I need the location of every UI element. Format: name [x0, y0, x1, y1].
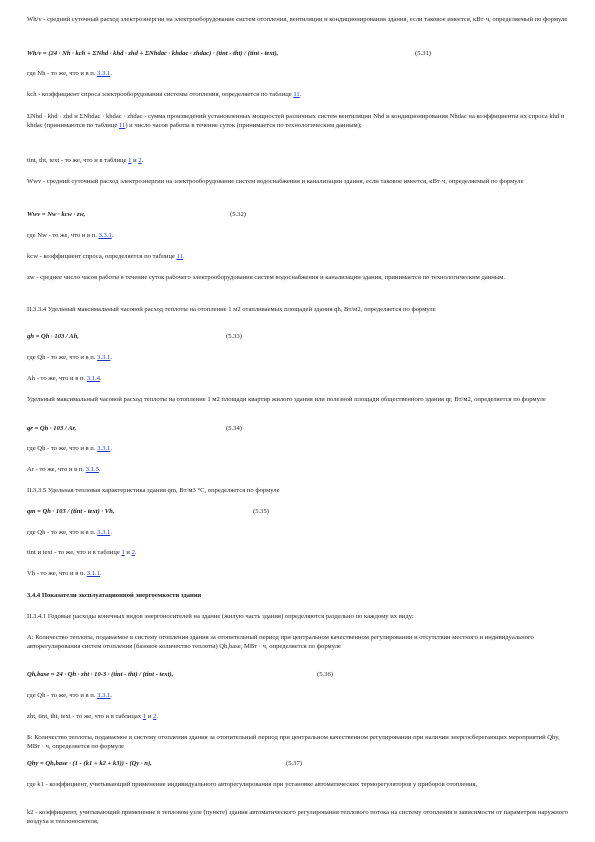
text: Wh/v - средний суточный расход электроэнергии на электрооборудование систем отопления, вентиляции и кондиционирования здания, если таковое имеется, кВт·ч, определяемый по формуле [27, 16, 568, 23]
link-3-3-1[interactable]: 3.3.1 [97, 445, 111, 452]
paragraph-where-qh-3: где Qh - то же, что и в п. 3.3.1. [27, 529, 112, 536]
formula-5-31: Wh/v = (24 · Nh · kch + ΣNhd · khd · zhd + ΣNhdac · khdac · zhdac) · (tint - tht) / (tint - text), [27, 50, 279, 57]
text: tint и text - то же, что и в таблице [27, 549, 120, 556]
link-3-3-1[interactable]: 3.3.1 [98, 232, 112, 239]
text: Удельный максимальный часовой расход теплоты на отопление 1 м2 площади квартир жилого здания или полезной площади общественного здания qr, Вт/м2, определяется по формуле [27, 396, 546, 403]
text: II.3.4.1 Годовые расходы конечных видов энергоносителей на здание (жилую часть здания) определяются раздельно по каждому их виду: [27, 613, 414, 620]
text: и [133, 157, 137, 164]
paragraph-where-nw: где Nw - то же, что и в п. 3.3.1. [27, 232, 114, 239]
paragraph-sum-products [27, 112, 572, 130]
formula-number-5-31: (5.31) [415, 50, 431, 57]
paragraph-zht: zht, tint, tht, text - то же, что и в таблицах 1 и 2. [27, 713, 158, 720]
paragraph-where-qh-4: где Qh - то же, что и в п. 3.3.1. [27, 692, 112, 699]
link-table-1[interactable]: 1 [142, 713, 147, 720]
paragraph-zw [27, 273, 572, 282]
text: Ah - то же, что и в п. [27, 375, 86, 382]
link-3-3-1[interactable]: 3.3.1 [97, 692, 111, 699]
text: zht, tint, tht, text - то же, что и в таблицах [27, 713, 142, 720]
text: А: Количество теплоты, подаваемое в систему отопления здания за отопительный период при центральном качественном регулировании и отсутствии местного и индивидуального авторегулирования систем отопления (базовое количество теплоты) Qh,base, МВт · ч, определяется по формуле [27, 634, 534, 651]
text: II.3.3.5 Удельная тепловая характеристика здания qm, Вт/м3 °С, определяется по формуле [27, 487, 280, 494]
text: где Qh - то же, что и в п. [27, 529, 96, 536]
paragraph-k1 [27, 780, 572, 789]
link-table-2[interactable]: 2 [152, 713, 157, 720]
paragraph-3-3-5 [27, 486, 572, 495]
paragraph-b-heat [27, 733, 572, 751]
paragraph-3-4-1 [27, 612, 572, 621]
text: zw - среднее число часов работы в течение суток рабочего электрооборудования систем водоснабжения и канализации здания, принимается по технологическим данным. [27, 274, 506, 281]
paragraph-vh: Vh - то же, что и в п. 3.1.1. [27, 570, 102, 577]
paragraph-wwv-definition [27, 177, 572, 186]
paragraph-ar: Ar - то же, что и в п. 3.1.5. [27, 466, 101, 473]
link-3-1-4[interactable]: 3.1.4 [86, 375, 100, 382]
paragraph-a-base-heat [27, 633, 572, 651]
paragraph-where-qh: где Qh - то же, что и в п. 3.3.1. [27, 354, 112, 361]
formula-5-36: Qh,base = 24 · Qh · zht · 10-3 · (tint - tht) / (tint - text), [27, 671, 174, 678]
link-table-2[interactable]: 2 [131, 549, 135, 556]
formula-5-32: Wwv = Nw · kcw · zw, [27, 211, 86, 218]
link-3-3-1[interactable]: 3.3.1 [97, 70, 111, 77]
link-3-1-1[interactable]: 3.1.1 [86, 570, 100, 577]
text: ) и число часов работы в течение суток (принимается по технологическим данным); [125, 122, 362, 130]
formula-number-5-35: (5.35) [253, 508, 269, 515]
paragraph-tint-text: tint и text - то же, что и в таблице 1 и 2. [27, 549, 137, 556]
link-table-11[interactable]: 11 [118, 122, 126, 130]
text: tint, tht, text - то же, что и в таблице [27, 157, 127, 164]
text: и [147, 713, 152, 720]
text: Vh - то же, что и в п. [27, 570, 86, 577]
text: Ar - то же, что и в п. [27, 466, 85, 473]
link-3-3-1[interactable]: 3.3.1 [97, 529, 111, 536]
text: k2 - коэффициент, учитывающий применение в тепловом узле (пункте) здания автоматического регулирования теплового потока на систему отопления в зависимости от параметров наружного воздуха и теплоносителя, [27, 809, 568, 826]
link-table-2[interactable]: 2 [138, 157, 142, 164]
text: и [126, 549, 130, 556]
link-table-1[interactable]: 1 [128, 157, 132, 164]
paragraph-where-qh-2: где Qh - то же, что и в п. 3.3.1. [27, 445, 112, 452]
text: II.3.3.4 Удельный максимальный часовой расход теплоты на отопление 1 м2 отапливаемых площадей здания qh, Вт/м2, определяется по формуле [27, 306, 436, 313]
link-table-11[interactable]: 11 [293, 91, 300, 98]
text: kcw - коэффициент спроса, определяется по таблице [27, 253, 175, 260]
paragraph-3-3-4 [27, 305, 572, 314]
formula-5-37: Qhy = Qh,base · (1 - (k1 + k2 + k3)) - (Qy · n), [27, 760, 152, 767]
text: где Qh - то же, что и в п. [27, 354, 96, 361]
link-table-1[interactable]: 1 [121, 549, 125, 556]
paragraph-where-nh: где Nh - то же, что и в п. 3.3.1. [27, 70, 112, 77]
paragraph-kch: kch - коэффициент спроса электрооборудования системы отопления, определяется по таблице 11. [27, 91, 302, 98]
paragraph-tint-tht-text: tint, tht, text - то же, что и в таблице 1 и 2. [27, 157, 144, 164]
paragraph-kcw: kcw - коэффициент спроса, определяется по таблице 11. [27, 253, 185, 260]
formula-number-5-32: (5.32) [230, 211, 246, 218]
formula-number-5-34: (5.34) [226, 425, 242, 432]
formula-number-5-37: (5.37) [286, 760, 302, 767]
text: Wwv - средний суточный расход электроэнергии на электрооборудование систем водоснабжения и канализации здания, если таковое имеется, кВт·ч, определяемый по формуле [27, 178, 524, 185]
paragraph-k2 [27, 808, 572, 826]
link-table-11[interactable]: 11 [176, 253, 183, 260]
link-3-3-1[interactable]: 3.3.1 [97, 354, 111, 361]
text: ΣNhd · khd · zhd и ΣNhdac · khdac · zhdac - сумма произведений установленных мощностей различных систем вентиляции Nhd и кондиционирования Nhdac на коэффициенты их спроса khd и khdac (принимаются по таблице [27, 113, 565, 130]
text: где Qh - то же, что и в п. [27, 692, 96, 699]
link-3-1-5[interactable]: 3.1.5 [85, 466, 99, 473]
formula-number-5-36: (5.36) [317, 671, 333, 678]
paragraph-ah: Ah - то же, что и в п. 3.1.4. [27, 375, 102, 382]
formula-number-5-33: (5.33) [226, 333, 242, 340]
text: Б: Количество теплоты, подаваемое в систему отопления здания за отопительный период при центральном качественном регулировании при наличии энергосберегающих мероприятий Qhy, МВт · ч, определяется по формуле [27, 734, 560, 751]
section-heading-3-4-4: 3.4.4 Показатели эксплуатационной энергоемкости здания [27, 592, 202, 599]
formula-5-33: qh = Qh · 103 / Ah, [27, 333, 79, 340]
text: где k1 - коэффициент, учитывающий применение индивидуального авторегулирования при установке автоматических терморегуляторов у приборов отопления, [27, 781, 478, 788]
text: kch - коэффициент спроса электрооборудования системы отопления, определяется по таблице [27, 91, 292, 98]
text: где Qh - то же, что и в п. [27, 445, 96, 452]
text: где Nh - то же, что и в п. [27, 70, 96, 77]
formula-5-34: qr = Qh · 103 / Ar, [27, 425, 77, 432]
paragraph-qr-definition [27, 395, 572, 404]
paragraph-wh-definition [27, 15, 572, 24]
text: где Nw - то же, что и в п. [27, 232, 97, 239]
formula-5-35: qm = Qh · 103 / (tint - text) · Vh, [27, 508, 115, 515]
